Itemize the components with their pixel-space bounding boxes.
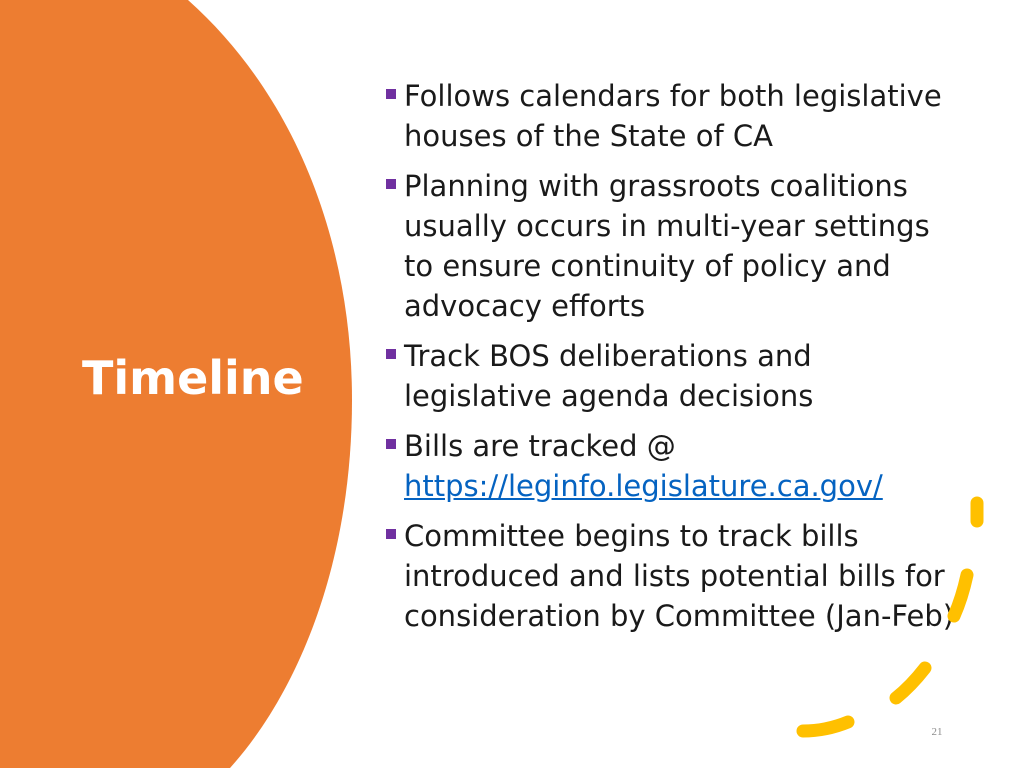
bullet-item (384, 516, 964, 636)
bullet-item (384, 166, 964, 326)
bullet-text: Planning with grassroots coalitions usually occurs in multi-year settings to ensure continuity of policy and advocacy efforts (404, 169, 930, 323)
bullet-text: Track BOS deliberations and legislative agenda decisions (404, 339, 814, 413)
square-bullet-icon (386, 89, 396, 99)
page-number: 21 (931, 726, 943, 738)
bullet-text: Follows calendars for both legislative houses of the State of CA (404, 79, 942, 153)
bullet-text: Bills are tracked @ (404, 429, 676, 463)
bullet-item (384, 76, 964, 156)
square-bullet-icon (386, 529, 396, 539)
slide-title: Timeline (82, 351, 304, 405)
bullet-item (384, 426, 964, 506)
square-bullet-icon (386, 179, 396, 189)
bullet-text: Committee begins to track bills introduced and lists potential bills for consideration by Committee (Jan-Feb) (404, 519, 955, 633)
square-bullet-icon (386, 439, 396, 449)
square-bullet-icon (386, 349, 396, 359)
bullet-list (384, 76, 964, 646)
leginfo-link[interactable]: https://leginfo.legislature.ca.gov/ (404, 469, 883, 503)
bullet-item (384, 336, 964, 416)
